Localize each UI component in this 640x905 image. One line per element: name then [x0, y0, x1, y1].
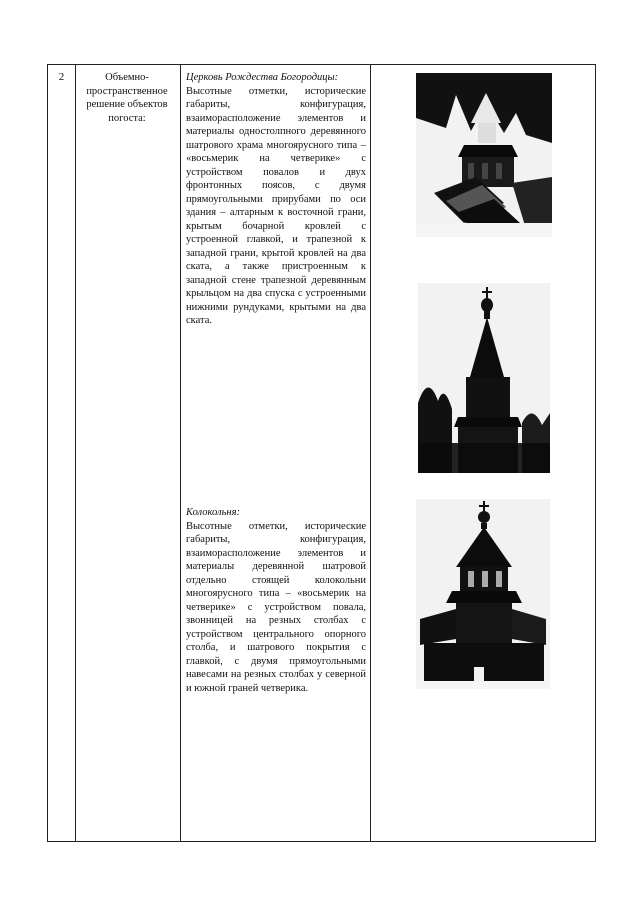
church-description — [186, 71, 366, 328]
belltower-description — [186, 506, 366, 695]
row-number: 2 — [58, 71, 65, 83]
church-title: Церковь Рождества Богородицы: — [186, 72, 339, 83]
church-tower-photo — [418, 283, 550, 473]
belltower-title: Колокольня: — [186, 507, 240, 518]
column-divider — [180, 65, 181, 841]
church-text: Высотные отметки, исторические габариты, конфигурация, взаиморасположение элементов и материалы одностолпного деревянного шатрового храма многоярусного типа – «восьмерик на четверике» с устройством повалов и двух фронтонных поясов, с двумя прямоугольными прирубами по оси здания – алтарным к восточной грани, крытым бочарной кровлей с устроенной главкой, и трапезной к западной грани, крытой кровлей на два ската, а также пристроенным к западной стене трапезной деревянным крыльцом на два спуска с устроенными нижними рундуками, крытыми на два ската. — [186, 85, 366, 326]
bell-tower-photo — [416, 499, 550, 689]
monument-table — [47, 64, 596, 842]
belltower-text: Высотные отметки, исторические габариты, конфигурация, взаиморасположение элементов и материалы деревянной шатровой отдельно стоящей колокольни многоярусного типа – «восьмерик на четверике» с устройством повала, звонницей на резных столбах с устройством центрального опорного столба, и шатрового покрытия с главкой, с двумя прямоугольными навесами на резных столбах у северной и южной граней четверика. — [186, 520, 366, 694]
row-name: Объемно-пространственное решение объектов погоста: — [86, 72, 168, 124]
church-roof-photo — [416, 73, 552, 237]
column-divider — [370, 65, 371, 841]
column-divider — [75, 65, 76, 841]
